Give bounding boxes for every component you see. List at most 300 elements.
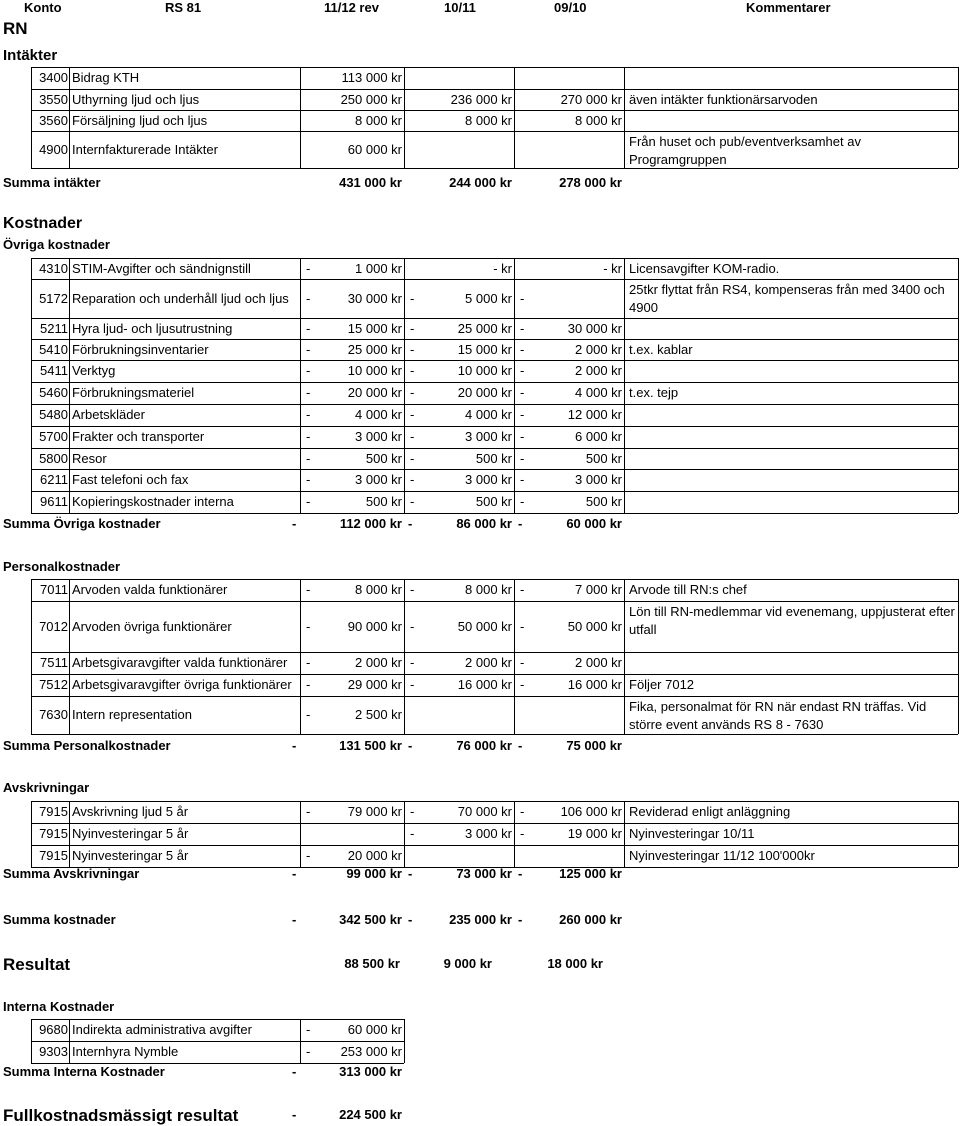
grid-line: [404, 1041, 405, 1063]
grid-line: [514, 258, 515, 279]
dash: -: [306, 494, 311, 509]
dash: -: [292, 1064, 297, 1079]
prev1-value: 8 000 kr: [465, 582, 512, 597]
grid-line: [958, 469, 959, 491]
budget-value: 2 000 kr: [355, 655, 402, 670]
account-name: Frakter och transporter: [72, 429, 205, 444]
column-header-prev1: 10/11: [444, 0, 476, 15]
grid-line: [624, 89, 625, 110]
grid-line: [404, 67, 405, 89]
grid-line: [31, 258, 958, 259]
grid-line: [31, 318, 958, 319]
comment-text: Från huset och pub/eventverksamhet av Programgruppen: [629, 134, 861, 167]
budget-value: 500 kr: [365, 494, 402, 509]
prev1-value: 2 000 kr: [465, 655, 512, 670]
grid-line: [31, 448, 958, 449]
budget-value: 29 000 kr: [347, 677, 402, 692]
grid-line: [31, 168, 958, 169]
prev1-value: 5 000 kr: [465, 291, 512, 306]
income-heading: Intäkter: [3, 47, 58, 64]
dash: -: [410, 407, 415, 422]
grid-line: [958, 360, 959, 382]
grid-line: [404, 469, 405, 491]
grid-line: [404, 279, 405, 318]
grid-line: [624, 382, 625, 404]
grid-line: [69, 652, 70, 674]
sum-label: Summa kostnader: [3, 912, 116, 927]
budget-value: 20 000 kr: [347, 848, 402, 863]
sum-prev2: 260 000 kr: [559, 912, 622, 927]
grid-line: [31, 491, 958, 492]
grid-line: [300, 652, 301, 674]
dash: -: [306, 1044, 311, 1059]
grid-line: [31, 318, 32, 339]
dash: -: [410, 677, 415, 692]
account-code: 7630: [39, 707, 68, 722]
dash: -: [306, 655, 311, 670]
account-code: 3550: [39, 92, 68, 107]
prev1-value: 4 000 kr: [465, 407, 512, 422]
grid-line: [300, 89, 301, 110]
grid-line: [514, 426, 515, 448]
grid-line: [31, 89, 958, 90]
grid-line: [404, 89, 405, 110]
dash: -: [306, 342, 311, 357]
grid-line: [69, 279, 70, 318]
grid-line: [624, 258, 625, 279]
grid-line: [404, 339, 405, 360]
account-code: 7511: [40, 655, 68, 670]
prev2-value: 270 000 kr: [560, 92, 622, 107]
budget-value: 10 000 kr: [347, 363, 402, 378]
account-name: Resor: [72, 451, 107, 466]
dash: -: [410, 582, 415, 597]
account-name: Internfakturerade Intäkter: [72, 142, 218, 157]
grid-line: [300, 1019, 301, 1041]
grid-line: [958, 67, 959, 89]
dash: -: [306, 582, 311, 597]
grid-line: [958, 382, 959, 404]
prev2-value: 500 kr: [585, 451, 622, 466]
account-code: 7915: [39, 826, 68, 841]
grid-line: [404, 674, 405, 696]
grid-line: [31, 579, 958, 580]
budget-value: 4 000 kr: [355, 407, 402, 422]
result-prev1: 9 000 kr: [443, 956, 492, 971]
prev2-value: 3 000 kr: [575, 472, 622, 487]
grid-line: [404, 823, 405, 845]
account-code: 7012: [39, 619, 68, 634]
account-code: 9303: [39, 1044, 68, 1059]
dash: -: [518, 738, 523, 753]
grid-line: [69, 360, 70, 382]
grid-line: [514, 652, 515, 674]
account-code: 5460: [39, 385, 68, 400]
prev2-value: - kr: [603, 261, 622, 276]
grid-line: [958, 279, 959, 318]
grid-line: [300, 382, 301, 404]
grid-line: [958, 110, 959, 131]
sum-label: Summa intäkter: [3, 175, 101, 190]
grid-line: [404, 110, 405, 131]
grid-line: [514, 404, 515, 426]
grid-line: [404, 382, 405, 404]
grid-line: [31, 131, 32, 168]
grid-line: [31, 279, 958, 280]
account-code: 6211: [40, 472, 68, 487]
budget-value: 30 000 kr: [347, 291, 402, 306]
grid-line: [31, 1019, 404, 1020]
grid-line: [404, 601, 405, 652]
grid-line: [31, 110, 958, 111]
dash: -: [410, 472, 415, 487]
dash: -: [408, 516, 413, 531]
grid-line: [31, 579, 32, 601]
grid-line: [300, 469, 301, 491]
grid-line: [958, 258, 959, 279]
comment-text: t.ex. tejp: [629, 385, 679, 400]
prev2-value: 106 000 kr: [560, 804, 622, 819]
grid-line: [31, 652, 32, 674]
budget-value: 60 000 kr: [347, 142, 402, 157]
grid-line: [958, 579, 959, 601]
grid-line: [69, 696, 70, 734]
grid-line: [404, 491, 405, 513]
prev2-value: 2 000 kr: [575, 342, 622, 357]
sum-prev2: 125 000 kr: [559, 866, 622, 881]
dash: -: [520, 582, 525, 597]
grid-line: [300, 1041, 301, 1063]
grid-line: [69, 258, 70, 279]
prev2-value: 19 000 kr: [567, 826, 622, 841]
grid-line: [624, 110, 625, 131]
grid-line: [31, 67, 32, 89]
account-name: Fast telefoni och fax: [72, 472, 189, 487]
grid-line: [624, 696, 625, 734]
grid-line: [69, 448, 70, 469]
grid-line: [624, 823, 625, 845]
grid-line: [31, 279, 32, 318]
grid-line: [300, 258, 301, 279]
sum-budget: 112 000 kr: [339, 516, 402, 531]
account-code: 7512: [39, 677, 68, 692]
account-name: Nyinvesteringar 5 år: [72, 848, 189, 863]
grid-line: [300, 339, 301, 360]
account-code: 4900: [39, 142, 68, 157]
prev1-value: 20 000 kr: [457, 385, 512, 400]
account-code: 5411: [40, 363, 68, 378]
grid-line: [31, 469, 32, 491]
grid-line: [31, 382, 958, 383]
result-label: Resultat: [3, 955, 71, 974]
grid-line: [514, 579, 515, 601]
grid-line: [958, 823, 959, 845]
grid-line: [958, 404, 959, 426]
section-title: RN: [3, 19, 28, 38]
budget-value: 2 500 kr: [355, 707, 402, 722]
grid-line: [514, 339, 515, 360]
account-name: Reparation och underhåll ljud och ljus: [72, 291, 289, 306]
grid-line: [31, 674, 32, 696]
grid-line: [514, 279, 515, 318]
costs-heading: Kostnader: [3, 215, 83, 232]
grid-line: [31, 1041, 404, 1042]
prev1-value: 236 000 kr: [450, 92, 512, 107]
sum-prev1: 235 000 kr: [449, 912, 512, 927]
column-header-konto: Konto: [24, 0, 62, 15]
grid-line: [404, 318, 405, 339]
sum-label: Summa Personalkostnader: [3, 738, 171, 753]
dash: -: [520, 321, 525, 336]
account-code: 5410: [39, 342, 68, 357]
grid-line: [514, 845, 515, 867]
depreciation-heading: Avskrivningar: [3, 780, 90, 795]
prev2-value: 16 000 kr: [567, 677, 622, 692]
dash: -: [306, 677, 311, 692]
sum-prev1: 244 000 kr: [449, 175, 512, 190]
account-code: 5700: [39, 429, 68, 444]
dash: -: [518, 866, 523, 881]
dash: -: [520, 385, 525, 400]
grid-line: [31, 734, 958, 735]
grid-line: [31, 601, 32, 652]
column-header-budget: 11/12 rev: [324, 0, 379, 15]
dash: -: [306, 363, 311, 378]
account-name: STIM-Avgifter och sändnignstill: [72, 261, 251, 276]
comment-text: t.ex. kablar: [629, 342, 693, 357]
account-name: Internhyra Nymble: [72, 1044, 179, 1059]
dash: -: [292, 912, 297, 927]
grid-line: [69, 131, 70, 168]
grid-line: [958, 89, 959, 110]
dash: -: [410, 451, 415, 466]
grid-line: [958, 339, 959, 360]
result-budget: 88 500 kr: [344, 956, 400, 971]
dash: -: [306, 1022, 311, 1037]
prev1-value: 25 000 kr: [457, 321, 512, 336]
budget-value: 3 000 kr: [355, 429, 402, 444]
dash: -: [410, 494, 415, 509]
grid-line: [514, 382, 515, 404]
grid-line: [31, 674, 958, 675]
budget-value: 20 000 kr: [347, 385, 402, 400]
grid-line: [31, 258, 32, 279]
comment-text: Nyinvesteringar 10/11: [629, 826, 755, 841]
dash: -: [292, 1107, 297, 1122]
grid-line: [31, 513, 958, 514]
grid-line: [31, 404, 32, 426]
dash: -: [520, 363, 525, 378]
grid-line: [300, 426, 301, 448]
grid-line: [514, 601, 515, 652]
budget-value: 8 000 kr: [355, 113, 402, 128]
grid-line: [69, 382, 70, 404]
prev2-value: 500 kr: [585, 494, 622, 509]
grid-line: [514, 448, 515, 469]
sum-label: Summa Övriga kostnader: [3, 516, 161, 531]
grid-line: [31, 360, 958, 361]
grid-line: [69, 823, 70, 845]
prev2-value: 50 000 kr: [567, 619, 622, 634]
dash: -: [306, 472, 311, 487]
column-header-prev2: 09/10: [554, 0, 587, 15]
grid-line: [31, 696, 32, 734]
account-name: Hyra ljud- och ljusutrustning: [72, 321, 233, 336]
grid-line: [300, 67, 301, 89]
comment-text: Arvode till RN:s chef: [629, 582, 747, 597]
account-name: Uthyrning ljud och ljus: [72, 92, 200, 107]
dash: -: [306, 451, 311, 466]
grid-line: [404, 404, 405, 426]
grid-line: [624, 339, 625, 360]
sum-budget: 342 500 kr: [339, 912, 402, 927]
grid-line: [404, 579, 405, 601]
result-prev2: 18 000 kr: [547, 956, 603, 971]
grid-line: [514, 801, 515, 823]
budget-value: 15 000 kr: [347, 321, 402, 336]
grid-line: [958, 318, 959, 339]
grid-line: [624, 426, 625, 448]
grid-line: [514, 360, 515, 382]
grid-line: [958, 426, 959, 448]
prev2-value: 6 000 kr: [575, 429, 622, 444]
dash: -: [410, 291, 415, 306]
grid-line: [31, 339, 958, 340]
grid-line: [958, 845, 959, 867]
grid-line: [300, 279, 301, 318]
grid-line: [300, 404, 301, 426]
grid-line: [69, 674, 70, 696]
grid-line: [624, 404, 625, 426]
grid-line: [514, 469, 515, 491]
grid-line: [624, 579, 625, 601]
grid-line: [69, 110, 70, 131]
grid-line: [958, 448, 959, 469]
prev1-value: 3 000 kr: [465, 826, 512, 841]
sum-prev1: 76 000 kr: [456, 738, 512, 753]
dash: -: [520, 342, 525, 357]
comment-text: Följer 7012: [629, 677, 695, 692]
prev1-value: - kr: [493, 261, 512, 276]
account-code: 7915: [39, 804, 68, 819]
dash: -: [292, 866, 297, 881]
grid-line: [624, 448, 625, 469]
dash: -: [520, 804, 525, 819]
grid-line: [31, 469, 958, 470]
grid-line: [69, 1019, 70, 1041]
grid-line: [31, 491, 32, 513]
grid-line: [31, 845, 958, 846]
grid-line: [404, 360, 405, 382]
grid-line: [31, 89, 32, 110]
dash: -: [292, 516, 297, 531]
grid-line: [404, 258, 405, 279]
grid-line: [31, 426, 958, 427]
grid-line: [624, 469, 625, 491]
dash: -: [520, 291, 525, 306]
grid-line: [69, 318, 70, 339]
dash: -: [520, 619, 525, 634]
prev1-value: 3 000 kr: [465, 472, 512, 487]
grid-line: [69, 426, 70, 448]
sum-prev2: 60 000 kr: [566, 516, 622, 531]
sum-label: Summa Avskrivningar: [3, 866, 140, 881]
budget-value: 8 000 kr: [355, 582, 402, 597]
grid-line: [31, 339, 32, 360]
budget-value: 60 000 kr: [347, 1022, 402, 1037]
grid-line: [31, 360, 32, 382]
dash: -: [410, 655, 415, 670]
grid-line: [958, 491, 959, 513]
grid-line: [624, 674, 625, 696]
account-code: 5480: [39, 407, 68, 422]
dash: -: [306, 429, 311, 444]
grid-line: [404, 1019, 405, 1041]
grid-line: [300, 491, 301, 513]
account-name: Arbetsgivaravgifter övriga funktionärer: [72, 677, 292, 692]
grid-line: [31, 448, 32, 469]
dash: -: [518, 912, 523, 927]
grid-line: [69, 601, 70, 652]
grid-line: [624, 360, 625, 382]
grid-line: [514, 318, 515, 339]
prev2-value: 8 000 kr: [575, 113, 622, 128]
grid-line: [69, 469, 70, 491]
comment-text: Nyinvesteringar 11/12 100'000kr: [629, 848, 815, 863]
grid-line: [624, 279, 625, 318]
full-result-value: 224 500 kr: [339, 1107, 402, 1122]
dash: -: [306, 804, 311, 819]
account-code: 5800: [39, 451, 68, 466]
grid-line: [69, 89, 70, 110]
budget-value: 1 000 kr: [355, 261, 402, 276]
dash: -: [410, 385, 415, 400]
grid-line: [31, 845, 32, 867]
grid-line: [624, 131, 625, 168]
grid-line: [69, 404, 70, 426]
dash: -: [410, 619, 415, 634]
budget-value: 25 000 kr: [347, 342, 402, 357]
dash: -: [518, 516, 523, 531]
grid-line: [31, 601, 958, 602]
account-name: Förbrukningsinventarier: [72, 342, 209, 357]
sum-budget: 431 000 kr: [339, 175, 402, 190]
sum-prev2: 278 000 kr: [559, 175, 622, 190]
prev1-value: 8 000 kr: [465, 113, 512, 128]
prev1-value: 3 000 kr: [465, 429, 512, 444]
dash: -: [520, 451, 525, 466]
prev2-value: 2 000 kr: [575, 655, 622, 670]
dash: -: [410, 363, 415, 378]
grid-line: [958, 696, 959, 734]
grid-line: [300, 360, 301, 382]
account-code: 4310: [39, 261, 68, 276]
grid-line: [69, 1041, 70, 1063]
dash: -: [408, 866, 413, 881]
dash: -: [520, 472, 525, 487]
comment-text: 25tkr flyttat från RS4, kompenseras från med 3400 och 4900: [629, 282, 945, 315]
full-result-label: Fullkostnadsmässigt resultat: [3, 1106, 239, 1125]
grid-line: [624, 318, 625, 339]
grid-line: [624, 845, 625, 867]
grid-line: [404, 448, 405, 469]
internal-sum-label: Summa Interna Kostnader: [3, 1064, 165, 1079]
grid-line: [69, 579, 70, 601]
grid-line: [31, 823, 958, 824]
grid-line: [300, 845, 301, 867]
budget-value: 90 000 kr: [347, 619, 402, 634]
account-name: Arvoden valda funktionärer: [72, 582, 228, 597]
